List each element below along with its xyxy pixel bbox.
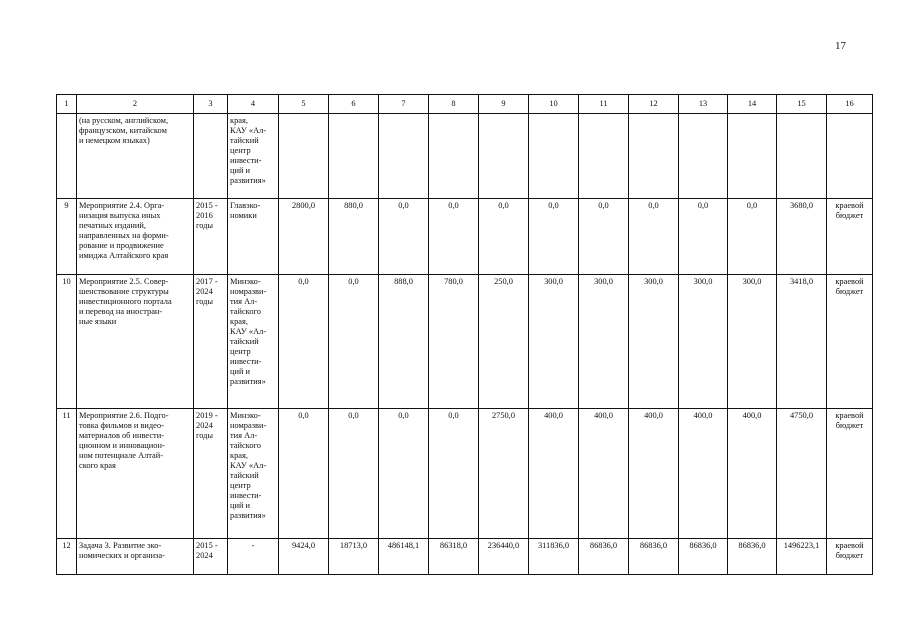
value-cell: 236440,0 [479,539,529,575]
period-cell: 2015 - 2024 [194,539,228,575]
total-cell: 3418,0 [777,275,827,409]
total-cell: 1496223,1 [777,539,827,575]
period-cell: 2015 - 2016 годы [194,199,228,275]
value-cell: 400,0 [679,409,728,539]
budget-table [56,94,873,575]
page-number: 17 [835,40,846,52]
total-cell: 4750,0 [777,409,827,539]
row-number-cell: 12 [57,539,77,575]
value-cell: 18713,0 [329,539,379,575]
value-cell: 0,0 [629,199,679,275]
column-number: 6 [329,95,379,114]
source-cell: краевой бюджет [827,409,873,539]
column-number: 11 [579,95,629,114]
value-cell: 86318,0 [429,539,479,575]
source-cell: краевой бюджет [827,539,873,575]
row-number-cell: 11 [57,409,77,539]
value-cell: 0,0 [329,275,379,409]
column-number: 1 [57,95,77,114]
executor-cell: - [228,539,279,575]
value-cell: 0,0 [379,199,429,275]
value-cell: 0,0 [679,199,728,275]
source-cell [827,114,873,199]
row-number-cell: 10 [57,275,77,409]
column-number: 13 [679,95,728,114]
value-cell: 311836,0 [529,539,579,575]
table-row [57,199,873,275]
value-cell: 250,0 [479,275,529,409]
value-cell: 400,0 [629,409,679,539]
row-number-cell [57,114,77,199]
value-cell: 86836,0 [579,539,629,575]
value-cell: 9424,0 [279,539,329,575]
value-cell: 300,0 [728,275,777,409]
value-cell: 300,0 [529,275,579,409]
measure-cell: Мероприятие 2.4. Орга- низация выпуска иных печатных изданий, направленных на форми- рование и продвижение имиджа Алтайского края [77,199,194,275]
source-cell: краевой бюджет [827,199,873,275]
table-row [57,409,873,539]
column-number: 10 [529,95,579,114]
value-cell: 400,0 [529,409,579,539]
value-cell: 486148,1 [379,539,429,575]
value-cell: 400,0 [579,409,629,539]
table-row [57,539,873,575]
column-number: 15 [777,95,827,114]
value-cell: 0,0 [279,409,329,539]
column-number: 3 [194,95,228,114]
source-cell: краевой бюджет [827,275,873,409]
value-cell: 400,0 [728,409,777,539]
column-number: 5 [279,95,329,114]
period-cell: 2019 - 2024 годы [194,409,228,539]
value-cell: 0,0 [429,409,479,539]
value-cell [579,114,629,199]
column-number: 12 [629,95,679,114]
executor-cell: Главэко- номики [228,199,279,275]
period-cell [194,114,228,199]
value-cell: 780,0 [429,275,479,409]
table-row [57,275,873,409]
row-number-cell: 9 [57,199,77,275]
total-cell: 3680,0 [777,199,827,275]
column-number: 4 [228,95,279,114]
value-cell: 86836,0 [728,539,777,575]
period-cell: 2017 - 2024 годы [194,275,228,409]
value-cell [679,114,728,199]
value-cell: 300,0 [579,275,629,409]
column-number: 9 [479,95,529,114]
value-cell: 2800,0 [279,199,329,275]
value-cell [479,114,529,199]
value-cell: 888,0 [379,275,429,409]
column-number: 2 [77,95,194,114]
measure-cell: Мероприятие 2.6. Подго- товка фильмов и видео- материалов об инвести- ционном и инновацион- ном потенциале Алтай- ского края [77,409,194,539]
measure-cell: (на русском, английском, французском, китайском и немецком языках) [77,114,194,199]
value-cell: 0,0 [379,409,429,539]
value-cell: 0,0 [429,199,479,275]
value-cell [379,114,429,199]
value-cell [279,114,329,199]
value-cell: 2750,0 [479,409,529,539]
value-cell: 0,0 [329,409,379,539]
executor-cell: Минэко- номразви- тия Ал- тайского края, КАУ «Ал- тайский центр инвести- ций и развития» [228,275,279,409]
value-cell: 300,0 [629,275,679,409]
total-cell [777,114,827,199]
value-cell [529,114,579,199]
value-cell [629,114,679,199]
executor-cell: Минэко- номразви- тия Ал- тайского края, КАУ «Ал- тайский центр инвести- ций и развития» [228,409,279,539]
column-number-row [57,95,873,114]
value-cell [728,114,777,199]
value-cell: 880,0 [329,199,379,275]
value-cell [329,114,379,199]
value-cell: 86836,0 [629,539,679,575]
executor-cell: края, КАУ «Ал- тайский центр инвести- ций и развития» [228,114,279,199]
column-number: 8 [429,95,479,114]
value-cell: 0,0 [579,199,629,275]
value-cell: 300,0 [679,275,728,409]
table-row [57,114,873,199]
value-cell: 0,0 [479,199,529,275]
value-cell: 0,0 [279,275,329,409]
column-number: 7 [379,95,429,114]
measure-cell: Задача 3. Развитие эко- номических и организа- [77,539,194,575]
value-cell: 86836,0 [679,539,728,575]
value-cell: 0,0 [728,199,777,275]
column-number: 14 [728,95,777,114]
value-cell: 0,0 [529,199,579,275]
value-cell [429,114,479,199]
measure-cell: Мероприятие 2.5. Совер- шенствование структуры инвестиционного портала и перевод на иностран- ные языки [77,275,194,409]
column-number: 16 [827,95,873,114]
